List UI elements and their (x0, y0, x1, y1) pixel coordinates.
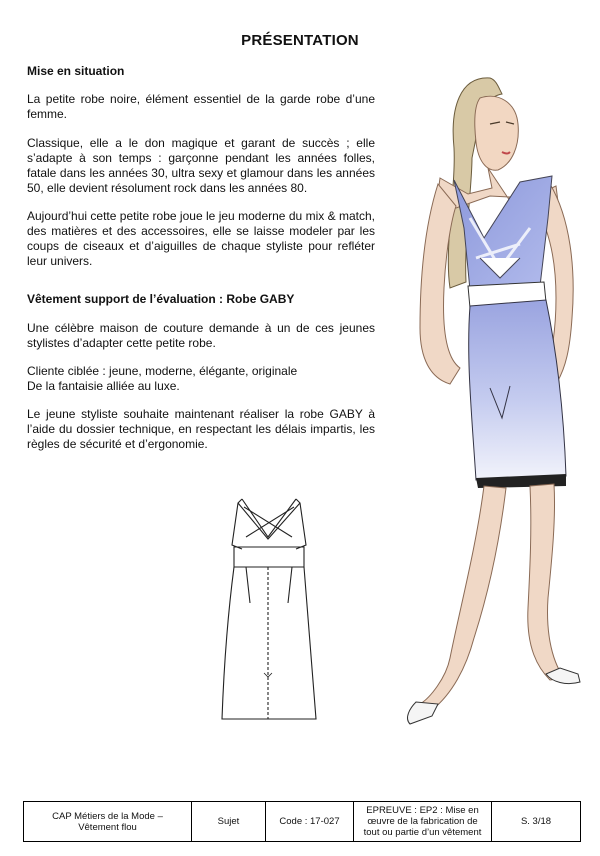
footer-page-number: S. 3/18 (520, 816, 552, 827)
footer-program-line2: Vêtement flou (78, 821, 137, 833)
footer-epreuve-line1: EPREUVE : EP2 : Mise en (366, 805, 479, 816)
footer-program-line1: CAP Métiers de la Mode – (52, 810, 163, 822)
fashion-illustration (380, 68, 598, 730)
footer-epreuve-line3: tout ou partie d’un vêtement (363, 827, 482, 838)
client-line: Cliente ciblée : jeune, moderne, élégante, originale (27, 364, 298, 378)
paragraph-maison-couture: Une célèbre maison de couture demande à un de ces jeunes stylistes d’adapter cette petite robe. (27, 321, 375, 350)
section-heading-vetement-support: Vêtement support de l’évaluation : Robe GABY (27, 292, 295, 306)
paragraph-history: Classique, elle a le don magique et garant de succès ; elle s’adapte à son temps : garçonne pendant les années folles, fatale dans les années 30, ultra sexy et glamour dans les années 50, elle devient résolument rock dans les années 80. (27, 136, 375, 195)
section-heading-mise-en-situation: Mise en situation (27, 64, 125, 78)
footer-epreuve-line2: œuvre de la fabrication de (367, 816, 478, 827)
dress-flat-sketch (206, 493, 331, 731)
style-line: De la fantaisie alliée au luxe. (27, 379, 180, 393)
footer-code: Code : 17-027 (266, 802, 354, 841)
paragraph-stylist: Le jeune styliste souhaite maintenant réaliser la robe GABY à l’aide du dossier technique, en respectant les délais impartis, les règles de sécurité et d’ergonomie. (27, 407, 375, 451)
footer-doc-type: Sujet (192, 802, 266, 841)
paragraph-intro: La petite robe noire, élément essentiel de la garde robe d’une femme. (27, 92, 375, 121)
footer-epreuve (354, 802, 492, 841)
footer-table (23, 801, 581, 842)
footer-program (24, 802, 192, 841)
paragraph-today: Aujourd’hui cette petite robe joue le jeu moderne du mix & match, des matières et des accessoires, elle se laisse modeler par les coups de ciseaux et d’aiguilles de chaque styliste pour refléter leur univers. (27, 209, 375, 268)
page-title: PRÉSENTATION (241, 32, 359, 49)
